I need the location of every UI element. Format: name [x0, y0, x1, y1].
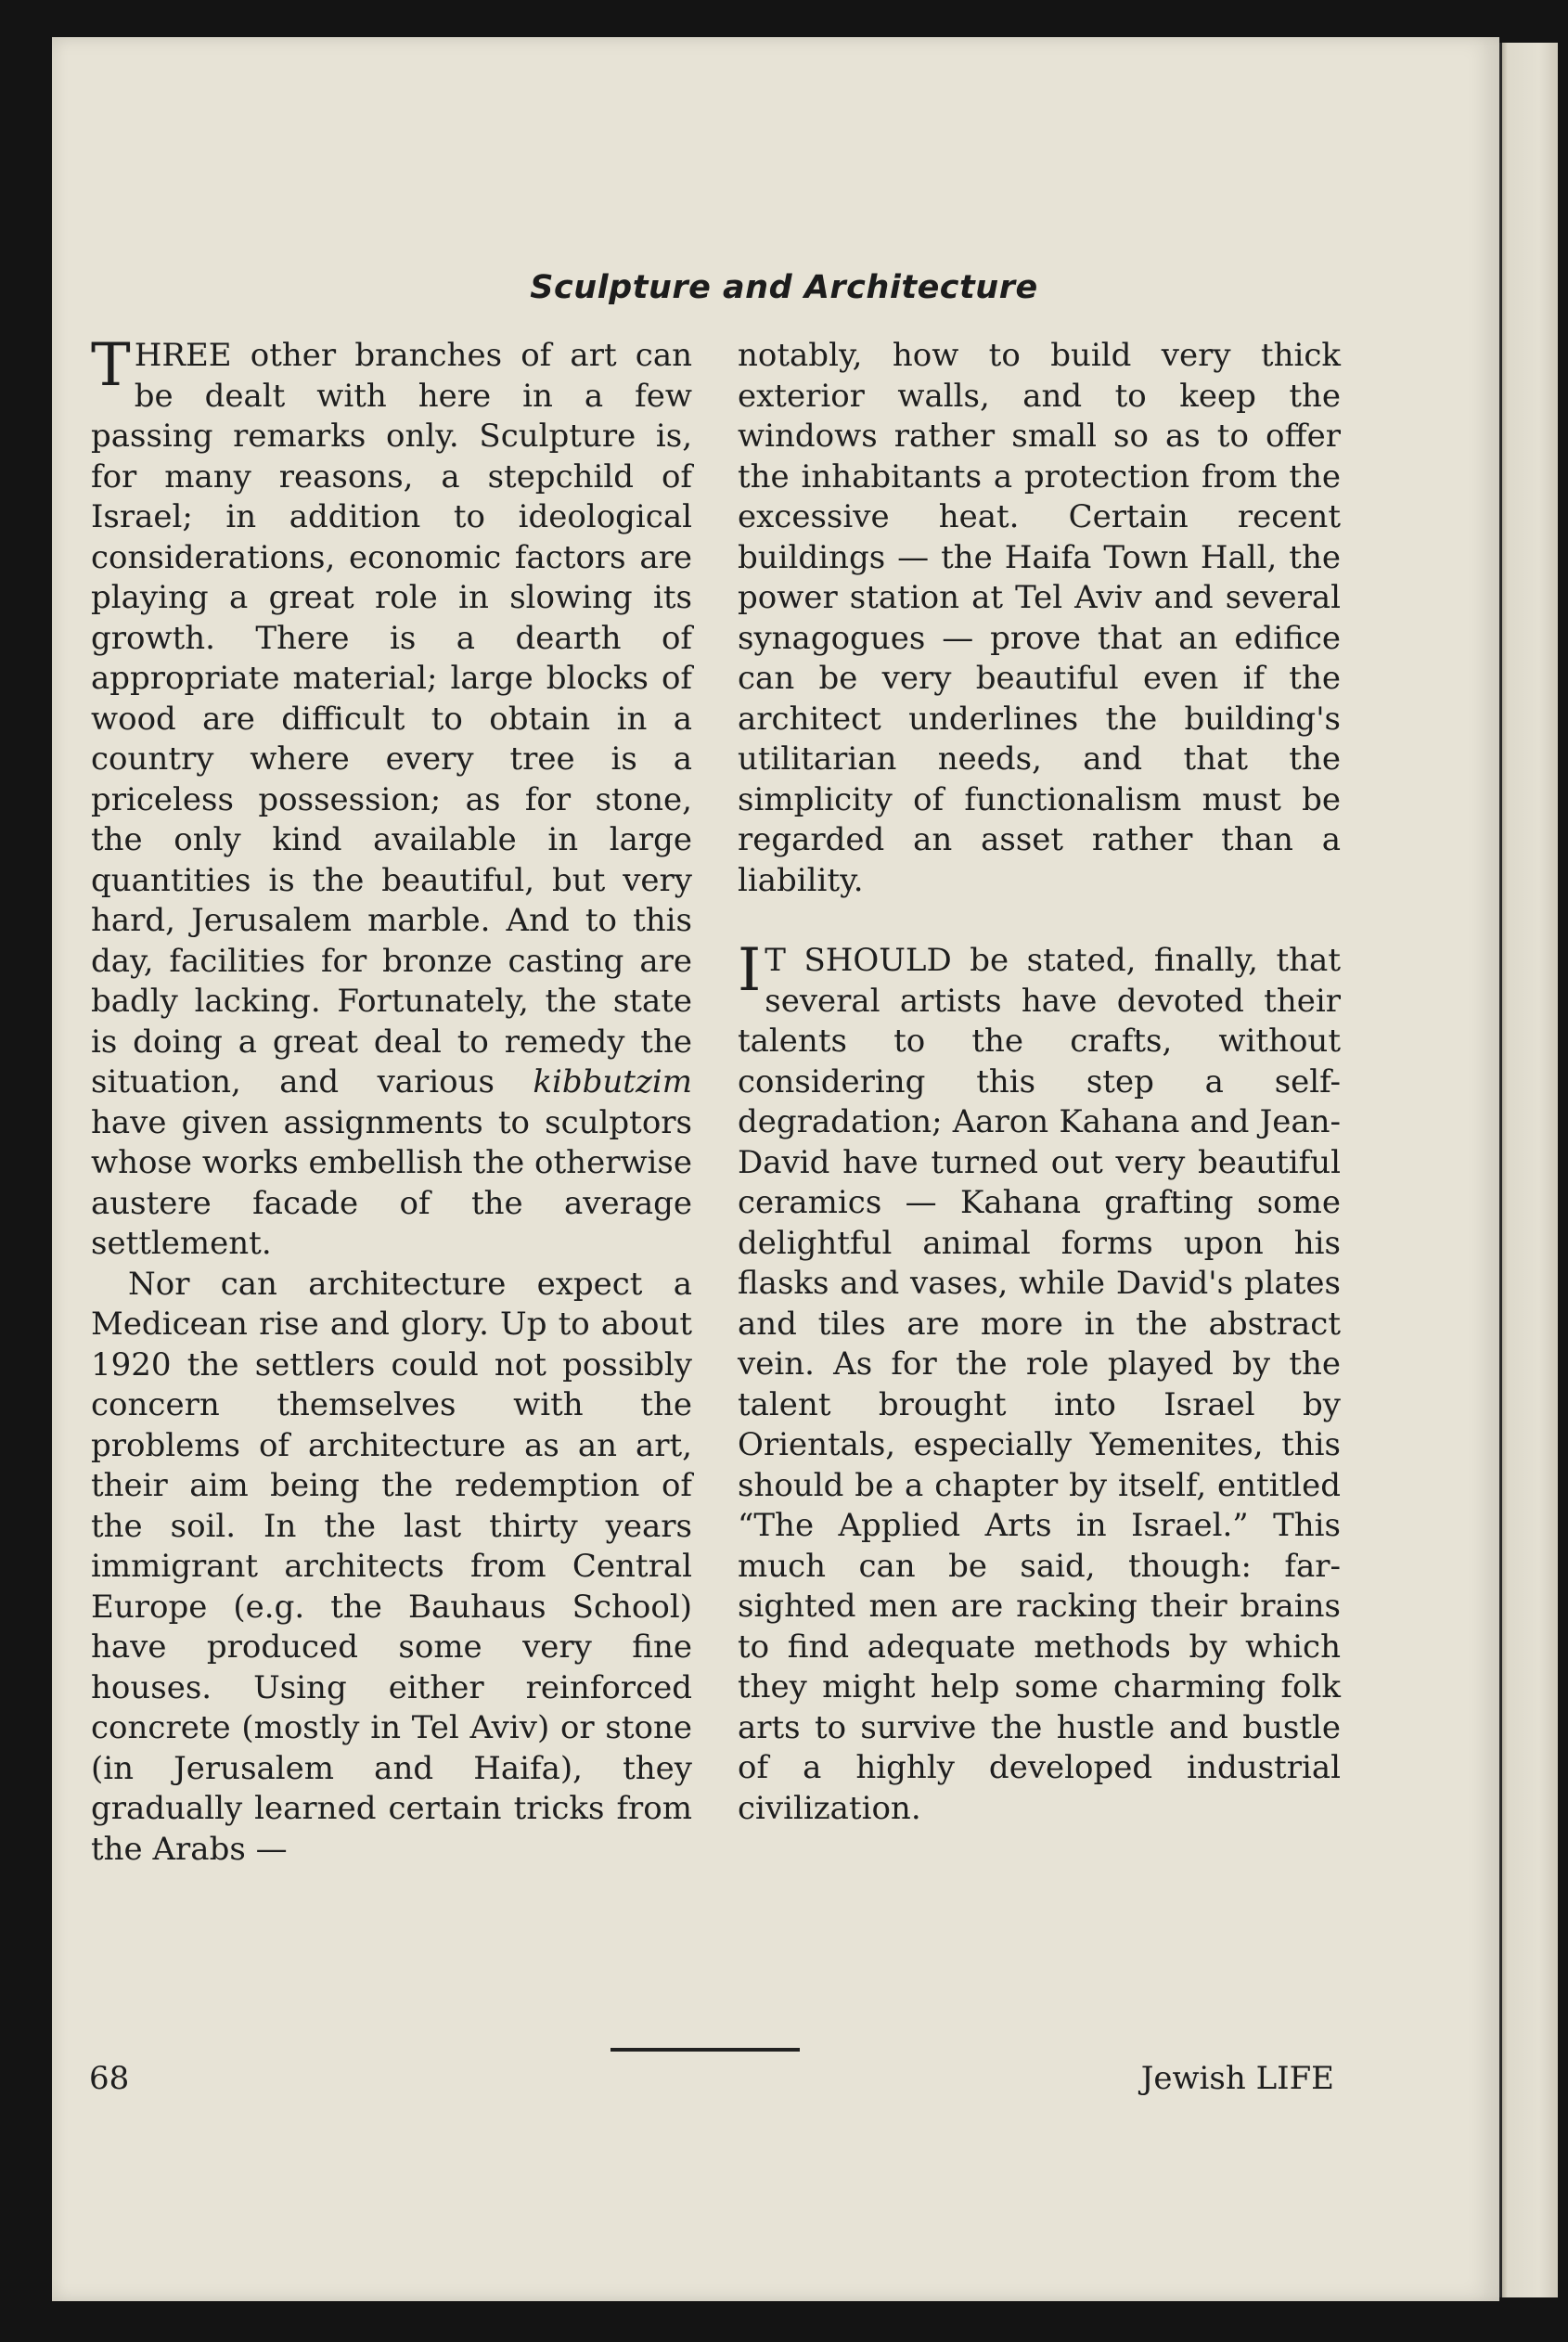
end-rule — [610, 2048, 800, 2052]
paragraph-text: T SHOULD be stated, finally, that several artists have devoted their talents to the crafts, without considering this step a self-degradation; Aaron Kahana and Jean-David have turned out very beautiful ceramics — Kahana grafting some delightful animal forms upon his flasks and vases, while David's plates and tiles are more in the abstract vein. As for the role played by the talent brought into Israel by Orientals, especially Yemenites, this should be a chapter by itself, entitled “The Applied Arts in Israel.” This much can be said, though: far-sighted men are racking their brains to find adequate methods by which they might help some charming folk arts to survive the hustle and bustle of a highly developed industrial civilization. — [738, 942, 1341, 1827]
paragraph-architecture-cont: notably, how to build very thick exterior walls, and to keep the windows rather small so as to offer the inhabitants a protection from the excessive heat. Certain recent buildings — the Haifa Town Hall, the power station at Tel Aviv and several synagogues — prove that an edifice can be very beautiful even if the architect underlines the building's utilitarian needs, and that the simplicity of functionalism must be regarded an asset rather than a liability. — [738, 337, 1341, 899]
article-title: Sculpture and Architecture — [530, 269, 1038, 306]
publication-name: Jewish LIFE — [1140, 2060, 1334, 2097]
drop-cap: T — [91, 331, 131, 400]
paragraph-sculpture — [91, 331, 692, 1265]
left-column — [91, 331, 692, 1870]
paragraph-architecture: Nor can architecture expect a Medicean rise and glory. Up to about 1920 the settlers could not possibly concern themselves with the problems of architecture as an art, their aim being the redemption of the soil. In the last thirty years immigrant architects from Central Europe (e.g. the Bauhaus School) have produced some very fine houses. Using either reinforced concrete (mostly in Tel Aviv) or stone (in Jerusalem and Haifa), they gradually learned certain tricks from the Arabs — — [91, 1265, 692, 1868]
paragraph-text: HREE other branches of art can be dealt with here in a few passing remarks only. Sculpture is, for many reasons, a stepchild of Israel; in addition to ideological considerations, economic factors are playing a great role in slowing its growth. There is a dearth of appropriate material; large blocks of wood are difficult to obtain in a country where every tree is a priceless possession; as for stone, the only kind available in large quantities is the beautiful, but very hard, Jerusalem marble. And to this day, facilities for bronze casting are badly lacking. Fortunately, the state is doing a great deal to remedy the situation, and various — [91, 337, 692, 1100]
drop-cap: I — [738, 936, 762, 1005]
facing-page-edge — [1499, 43, 1558, 2297]
paragraph-text-end: have given assignments to sculptors whose works embellish the otherwise austere facade of the average settlement. — [91, 1103, 692, 1262]
paragraph-crafts — [738, 936, 1341, 1829]
italic-term: kibbutzim — [533, 1063, 692, 1100]
right-column — [738, 336, 1341, 1829]
page-number: 68 — [89, 2060, 130, 2097]
